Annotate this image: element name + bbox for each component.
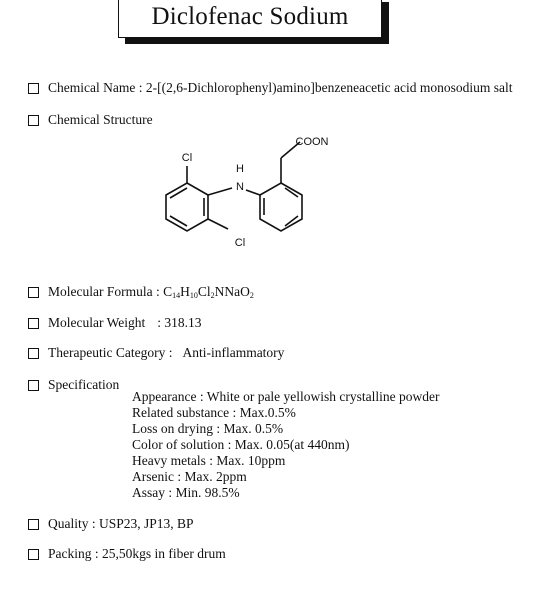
title-box bbox=[118, 0, 382, 38]
molecular-weight-row bbox=[28, 315, 202, 331]
cl-bottom-bond bbox=[208, 219, 228, 229]
quality-text: Quality : USP23, JP13, BP bbox=[48, 516, 194, 531]
quality-row bbox=[28, 516, 194, 532]
checkbox-square-icon bbox=[28, 348, 39, 359]
cl-top-label: Cl bbox=[181, 152, 193, 164]
specification-row bbox=[28, 377, 119, 393]
molecular-formula-row bbox=[28, 284, 254, 300]
spec-loss-on-drying: Loss on drying : Max. 0.5% bbox=[132, 421, 284, 436]
therapeutic-category-value: Anti-inflammatory bbox=[182, 345, 285, 360]
checkbox-square-icon bbox=[28, 115, 39, 126]
specification-heading: Specification bbox=[48, 377, 120, 392]
n-right-bond bbox=[246, 190, 260, 195]
spec-assay: Assay : Min. 98.5% bbox=[132, 485, 240, 500]
right-benzene-ring bbox=[260, 183, 302, 231]
page-title: Diclofenac Sodium bbox=[151, 3, 349, 30]
h-label: H bbox=[236, 163, 244, 175]
checkbox-square-icon bbox=[28, 549, 39, 560]
spec-color-of-solution: Color of solution : Max. 0.05(at 440nm) bbox=[132, 437, 350, 452]
spec-heavy-metals: Heavy metals : Max. 10ppm bbox=[132, 453, 286, 468]
checkbox-square-icon bbox=[28, 380, 39, 391]
molecular-formula-label: Molecular Formula : bbox=[48, 284, 164, 299]
therapeutic-category-label: Therapeutic Category : bbox=[48, 345, 173, 360]
chemical-structure-row bbox=[28, 112, 153, 128]
spec-appearance: Appearance : White or pale yellowish crystalline powder bbox=[132, 389, 440, 404]
packing-row bbox=[28, 546, 226, 562]
molecular-weight-value: : 318.13 bbox=[157, 315, 202, 330]
checkbox-square-icon bbox=[28, 519, 39, 530]
chemical-name-row bbox=[28, 80, 512, 96]
specification-list bbox=[132, 389, 440, 501]
checkbox-square-icon bbox=[28, 287, 39, 298]
checkbox-square-icon bbox=[28, 83, 39, 94]
chemical-structure-text: Chemical Structure bbox=[48, 112, 153, 127]
therapeutic-category-row bbox=[28, 345, 284, 361]
left-benzene-ring bbox=[166, 183, 208, 231]
n-label: N bbox=[236, 181, 244, 193]
spec-related-substance: Related substance : Max.0.5% bbox=[132, 405, 296, 420]
molecular-weight-label: Molecular Weight bbox=[48, 315, 146, 330]
n-left-bond bbox=[208, 188, 232, 195]
checkbox-square-icon bbox=[28, 318, 39, 329]
spec-arsenic: Arsenic : Max. 2ppm bbox=[132, 469, 247, 484]
chemical-structure-diagram bbox=[150, 128, 350, 253]
molecular-formula-text: Molecular Formula : $C_{14}H_{10}Cl_2NNaO_2$ bbox=[48, 284, 254, 300]
packing-text: Packing : 25,50kgs in fiber drum bbox=[48, 546, 226, 561]
coon-label: COON bbox=[295, 136, 329, 148]
chemical-name-text: Chemical Name : 2-[(2,6-Dichlorophenyl)amino]benzeneacetic acid monosodium salt bbox=[48, 80, 513, 95]
cl-bottom-label: Cl bbox=[234, 237, 246, 249]
